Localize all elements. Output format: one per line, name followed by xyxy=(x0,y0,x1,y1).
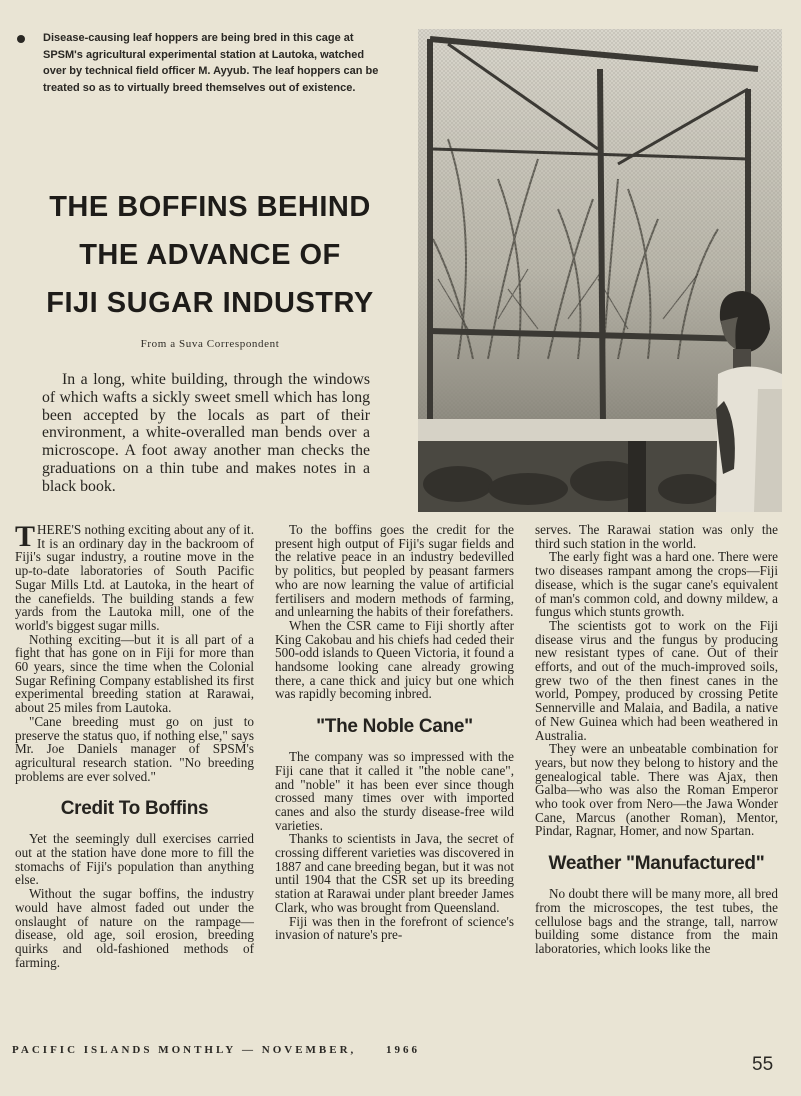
page-number: 55 xyxy=(752,1054,774,1075)
paragraph xyxy=(15,520,254,633)
byline: From a Suva Correspondent xyxy=(140,338,280,350)
headline-line-3: FIJI SUGAR INDUSTRY xyxy=(46,287,374,319)
subheading: Weather "Manufactured" xyxy=(548,853,765,875)
paragraph: No doubt there will be many more, all bred from the microscopes, the test tubes, the cellulose bags and the strange, tall, narrow building some distance from the main laboratories, which looks like the xyxy=(535,886,778,956)
paragraph: Fiji was then in the forefront of science's invasion of nature's pre- xyxy=(275,913,514,943)
paragraph: The company was so impressed with the Fiji cane that it called it "the noble cane", and "noble" it has been ever since though crossed many times over with imported canes and also the sturdy disease-free wild varieties. xyxy=(275,749,514,833)
paragraph: The scientists got to work on the Fiji disease virus and the fungus by producing new resistant types of cane. Out of their efforts, and out of the much-improved soils, grew two of the then finest canes in the world, Pompey, produced by crossing Petite Sennerville and Malaia, and Badila, a native of New Guinea which had been weathered in Australia. xyxy=(535,617,778,743)
article-column-1 xyxy=(15,520,254,970)
paragraph: serves. The Rarawai station was only the third such station in the world. xyxy=(535,522,778,551)
paragraph-text: HERE'S nothing exciting about any of it. It is an ordinary day in the backroom of Fiji's sugar industry, a routine move in the up-to-date laboratories of South Pacific Sugar Mills Ltd. at Lautoka, in the heart of the canefields. The building stands a few yards from the Lautoka mill, one of the world's biggest sugar mills. xyxy=(15,522,254,633)
paragraph: Without the sugar boffins, the industry would have almost faded out under the onslaught of nature on the rampage—disease, old age, soil erosion, breeding quirks and old-fashioned methods of farming. xyxy=(15,886,254,970)
subheading: "The Noble Cane" xyxy=(316,716,473,738)
subheading: Credit To Boffins xyxy=(60,798,209,820)
headline-line-1: THE BOFFINS BEHIND xyxy=(49,191,371,223)
drop-cap: T xyxy=(15,520,36,553)
article-column-3 xyxy=(535,523,778,956)
headline-line-2: THE ADVANCE OF xyxy=(79,239,341,271)
photo-caption xyxy=(20,30,380,96)
paragraph: They were an unbeatable combination for years, but now they belong to history and the genealogical table. There was Ajax, then Galba—who was also the Roman Emperor who took over from Nero—the Jawa Wonder Cane, Marcus (another Roman), Mentor, Pindar, Ragnar, Homer, and now Spartan. xyxy=(535,741,778,839)
paragraph: Yet the seemingly dull exercises carried out at the station have done more to fill the stomachs of Fiji's population than anything else. xyxy=(15,831,254,888)
paragraph: "Cane breeding must go on just to preserve the status quo, if nothing else," says Mr. Joe Daniels manager of SPSM's agricultural research station. "No breeding problems are ever solved." xyxy=(15,713,254,784)
footer-year: 1966 xyxy=(386,1044,421,1056)
footer-separator: — xyxy=(242,1044,256,1056)
article-headline xyxy=(30,183,390,327)
article-photo xyxy=(418,29,782,512)
intro-paragraph: In a long, white building, through the windows of which wafts a sickly sweet smell which has long been accepted by the locals as part of their environment, a white-overalled man bends over a microscope. A foot away another man checks the graduations on a thin tube and makes notes in a black book. xyxy=(42,371,370,495)
paragraph: Thanks to scientists in Java, the secret of crossing different varieties was discovered in 1887 and cane breeding began, but it was not until 1904 that the CSR set up its breeding station at Rarawai under plant breeder James Clark, who was brought from Queensland. xyxy=(275,831,514,915)
photo-cage-and-officer xyxy=(418,29,782,512)
caption-bullet-icon xyxy=(17,35,25,43)
paragraph: When the CSR came to Fiji shortly after King Cakobau and his chiefs had ceded their 500-odd islands to Queen Victoria, it found a handsome looking cane already growing there, a cane thick and juicy but one which was rapidly becoming inbred. xyxy=(275,617,514,702)
caption-text: Disease-causing leaf hoppers are being bred in this cage at SPSM's agricultural experimental station at Lautoka, watched over by technical field officer M. Ayyub. The leaf hoppers can be treated so as to virtually breed themselves out of existence. xyxy=(43,32,379,94)
footer-publication: PACIFIC ISLANDS MONTHLY xyxy=(12,1044,237,1056)
article-column-2 xyxy=(275,523,514,942)
paragraph: The early fight was a hard one. There were two diseases rampant among the crops—Fiji disease, which is the sugar cane's equivalent of man's common cold, and downy mildew, a fungus which stunts growth. xyxy=(535,549,778,620)
page-footer xyxy=(12,1044,572,1056)
paragraph: To the boffins goes the credit for the present high output of Fiji's sugar fields and the relative peace in an industry bedevilled by politics, but peopled by peasant farmers who are now learning the value of artificial fertilisers and modern methods of farming, and unlearning the habits of their forefathers. xyxy=(275,522,514,620)
footer-month: NOVEMBER, xyxy=(261,1044,357,1056)
paragraph: Nothing exciting—but it is all part of a fight that has gone on in Fiji for more than 60 years, since the time when the Colonial Sugar Refining Company established its first experimental breeding station at Rarawai, about 25 miles from Lautoka. xyxy=(15,631,254,716)
